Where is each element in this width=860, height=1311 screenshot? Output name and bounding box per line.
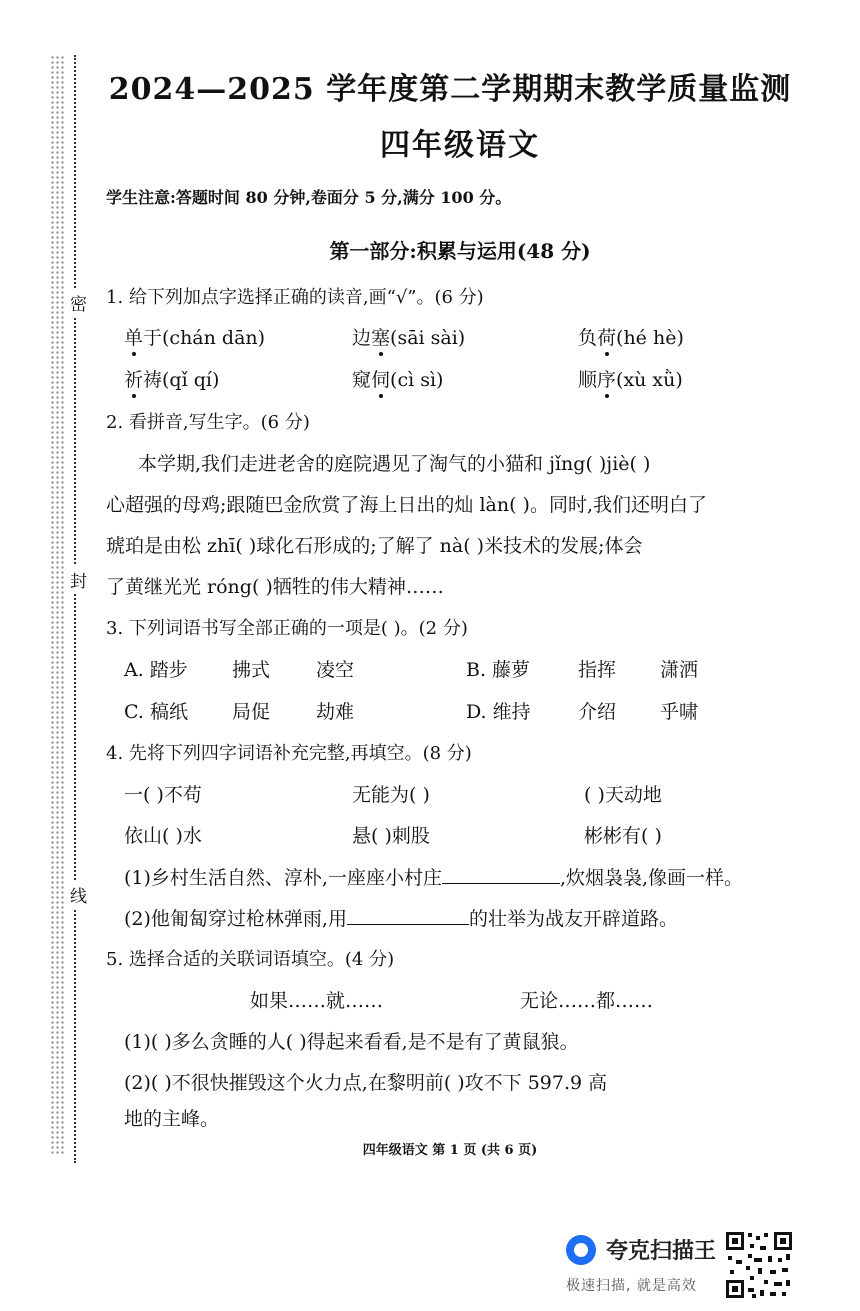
idiom-blank: 一( )不苟 bbox=[124, 784, 202, 806]
q3-word: 拂式 bbox=[232, 659, 271, 681]
q3-word: 潇洒 bbox=[660, 659, 699, 681]
seal-label-feng: 封 bbox=[70, 565, 87, 594]
part-title: 第一部分:积累与运用(48 分) bbox=[329, 239, 591, 263]
q3-option-c: C. 稿纸 bbox=[124, 701, 188, 723]
idiom-blank: 无能为( ) bbox=[352, 784, 430, 806]
scanner-logo-icon bbox=[566, 1235, 596, 1265]
q3-word: 劫难 bbox=[316, 701, 355, 723]
q5-sentence-2: (2)( )不很快摧毁这个火力点,在黎明前( )攻不下 597.9 高 bbox=[124, 1072, 608, 1094]
q3-option-d: D. 维持 bbox=[466, 701, 531, 723]
q1-item: 祈祷(qǐ qí) bbox=[124, 369, 220, 391]
student-note: 学生注意:答题时间 80 分钟,卷面分 5 分,满分 100 分。 bbox=[106, 188, 512, 207]
q4-sentence-1: (1)乡村生活自然、淳朴,一座座小村庄 ,炊烟袅袅,像画一样。 bbox=[124, 867, 744, 889]
exam-subtitle: 四年级语文 bbox=[380, 128, 540, 163]
question-5-prompt: 5. 选择合适的关联词语填空。(4 分) bbox=[106, 949, 395, 970]
q2-line: 了黄继光光 róng( )牺牲的伟大精神…… bbox=[106, 576, 444, 598]
idiom-blank: 依山( )水 bbox=[124, 825, 202, 847]
answer-blank[interactable] bbox=[442, 865, 560, 884]
answer-blank[interactable] bbox=[347, 906, 469, 925]
question-1-prompt: 1. 给下列加点字选择正确的读音,画“√”。(6 分) bbox=[106, 287, 484, 308]
q5-sentence-2-cont: 地的主峰。 bbox=[124, 1108, 220, 1130]
q3-word: 局促 bbox=[232, 701, 271, 723]
idiom-blank: 悬( )刺股 bbox=[352, 825, 430, 847]
scanner-brand-name: 夸克扫描王 bbox=[606, 1239, 717, 1264]
q3-option-a: A. 踏步 bbox=[124, 659, 188, 681]
q2-line: 琥珀是由松 zhī( )球化石形成的;了解了 nà( )米技术的发展;体会 bbox=[106, 535, 643, 557]
q3-word: 指挥 bbox=[578, 659, 617, 681]
q3-word: 乎啸 bbox=[660, 701, 699, 723]
idiom-blank: 彬彬有( ) bbox=[584, 825, 662, 847]
conjunction-option: 如果……就…… bbox=[250, 990, 384, 1012]
qr-code-icon bbox=[724, 1230, 794, 1300]
seal-label-xian: 线 bbox=[70, 880, 87, 909]
q1-item: 负荷(hé hè) bbox=[578, 327, 684, 349]
binding-dotted-line bbox=[74, 55, 76, 1163]
question-3-prompt: 3. 下列词语书写全部正确的一项是( )。(2 分) bbox=[106, 618, 468, 639]
q4-sentence-2: (2)他匍匐穿过枪林弹雨,用 的壮举为战友开辟道路。 bbox=[124, 908, 678, 930]
seal-label-mi: 密 bbox=[70, 288, 87, 317]
q1-item: 边塞(sāi sài) bbox=[352, 327, 466, 349]
exam-title: 2024—2025 学年度第二学期期末教学质量监测 bbox=[108, 72, 792, 107]
q2-line: 本学期,我们走进老舍的庭院遇见了淘气的小猫和 jǐng( )jiè( ) bbox=[138, 453, 651, 475]
idiom-blank: ( )天动地 bbox=[584, 784, 662, 806]
question-2-prompt: 2. 看拼音,写生字。(6 分) bbox=[106, 412, 310, 433]
q3-word: 凌空 bbox=[316, 659, 355, 681]
q2-line: 心超强的母鸡;跟随巴金欣赏了海上日出的灿 làn( )。同时,我们还明白了 bbox=[106, 494, 707, 516]
q3-word: 介绍 bbox=[578, 701, 617, 723]
scanner-slogan: 极速扫描, 就是高效 bbox=[566, 1278, 697, 1294]
q1-item: 单于(chán dān) bbox=[124, 327, 266, 349]
conjunction-option: 无论……都…… bbox=[520, 990, 654, 1012]
q5-sentence-1: (1)( )多么贪睡的人( )得起来看看,是不是有了黄鼠狼。 bbox=[124, 1031, 579, 1053]
question-4-prompt: 4. 先将下列四字词语补充完整,再填空。(8 分) bbox=[106, 743, 472, 764]
q1-item: 窥伺(cì sì) bbox=[352, 369, 444, 391]
q1-item: 顺序(xù xǜ) bbox=[578, 369, 683, 391]
q3-option-b: B. 藤萝 bbox=[466, 659, 531, 681]
binding-margin-pattern bbox=[50, 55, 64, 1155]
page-footer: 四年级语文 第 1 页 (共 6 页) bbox=[362, 1143, 538, 1158]
